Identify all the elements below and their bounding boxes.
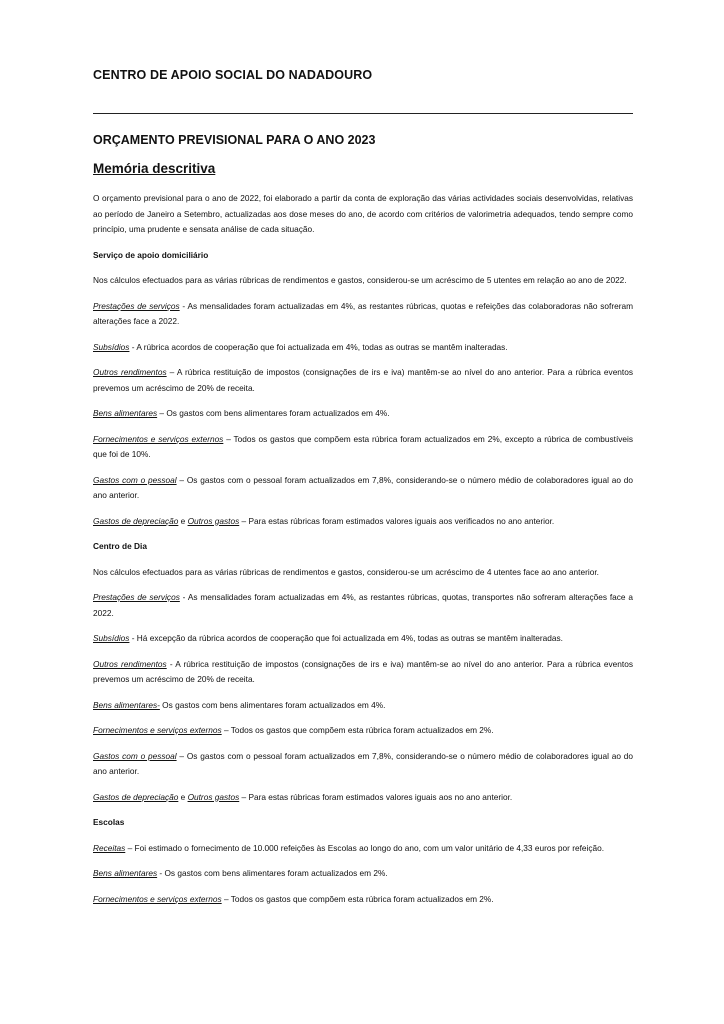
paragraph xyxy=(93,590,633,621)
paragraph-text: – Todos os gastos que compõem esta rúbrica foram actualizados em 2%. xyxy=(221,893,494,904)
section-heading-cd: Centro de Dia xyxy=(93,541,147,551)
term: Bens alimentares xyxy=(93,408,158,418)
paragraph xyxy=(93,473,633,504)
term: Fornecimentos e serviços externos xyxy=(93,433,224,444)
paragraph xyxy=(93,749,633,780)
section-heading-escolas: Escolas xyxy=(93,817,125,827)
paragraph-text: - As mensalidades foram actualizadas em 4%, as restantes rúbricas, quotas, transportes não sofreram alterações face a 2022. xyxy=(93,592,633,618)
header-divider xyxy=(93,113,633,114)
term: Gastos de depreciação xyxy=(93,515,179,526)
term: Fornecimentos e serviços externos xyxy=(93,893,222,904)
term: Prestações de serviços xyxy=(93,592,180,602)
section-subtitle: Memória descritiva xyxy=(93,161,216,176)
paragraph-text: - Há excepção da rúbrica acordos de cooperação que foi actualizada em 4%, todas as outras se mantêm inalteradas. xyxy=(129,633,563,643)
paragraph-text: - A rúbrica restituição de impostos (consignações de irs e iva) mantêm-se ao nível do ano anterior. Para a rúbrica eventos prevemos um acréscimo de 20% de receita. xyxy=(93,658,633,684)
term: Outros gastos xyxy=(187,515,240,526)
paragraph-text: – Todos os gastos que compõem esta rúbrica foram actualizados em 2%, excepto a rúbrica de combustíveis que foi de 10%. xyxy=(93,433,633,459)
paragraph-text: Os gastos com bens alimentares foram actualizados em 4%. xyxy=(159,699,386,710)
term: Outros rendimentos xyxy=(93,367,167,377)
paragraph xyxy=(93,631,633,647)
term: Subsídios xyxy=(93,341,130,352)
paragraph-text: - As mensalidades foram actualizadas em 4%, as restantes rúbricas, quotas e refeições das colaboradoras não sofreram alterações face a 2022. xyxy=(93,300,633,326)
section-heading-sad: Serviço de apoio domiciliário xyxy=(93,249,209,260)
paragraph xyxy=(93,299,633,330)
paragraph-text: - Os gastos com bens alimentares foram actualizados em 2%. xyxy=(157,868,388,878)
paragraph xyxy=(93,723,633,739)
paragraph-text: – Para estas rúbricas foram estimados valores iguais aos verificados no ano anterior. xyxy=(239,515,555,526)
term: Bens alimentares- xyxy=(93,699,160,710)
paragraph xyxy=(93,340,633,356)
paragraph xyxy=(93,790,633,806)
paragraph xyxy=(93,892,633,908)
term: Outros gastos xyxy=(187,791,240,802)
term: Prestações de serviços xyxy=(93,300,180,311)
organization-name: CENTRO DE APOIO SOCIAL DO NADADOURO xyxy=(93,68,373,82)
paragraph xyxy=(93,514,633,530)
term: Receitas xyxy=(93,842,126,853)
document-title: ORÇAMENTO PREVISIONAL PARA O ANO 2023 xyxy=(93,133,376,147)
paragraph-text: – A rúbrica restituição de impostos (consignações de irs e iva) mantêm-se ao nível do ano anterior. Para a rúbrica eventos prevemos um acréscimo de 20% de receita. xyxy=(93,367,633,393)
paragraph xyxy=(93,657,633,688)
paragraph: Nos cálculos efectuados para as várias rúbricas de rendimentos e gastos, considerou-se um acréscimo de 5 utentes em relação ao ano de 2022. xyxy=(93,275,627,285)
term: Outros rendimentos xyxy=(93,658,167,669)
term: Gastos de depreciação xyxy=(93,791,179,802)
paragraph xyxy=(93,698,633,714)
paragraph xyxy=(93,406,633,422)
paragraph-text: – Todos os gastos que compõem esta rúbrica foram actualizados em 2%. xyxy=(221,725,494,735)
intro-paragraph: O orçamento previsional para o ano de 2022, foi elaborado a partir da conta de exploração das várias actividades sociais desenvolvidas, relativas ao período de Janeiro a Setembro, actualizadas aos dose meses do ano, de acordo com critérios de valorimetria adequados, tendo sempre como princípio, uma prudente e sensata análise de cada situação. xyxy=(93,193,633,234)
term: Gastos com o pessoal xyxy=(93,750,177,761)
term: Fornecimentos e serviços externos xyxy=(93,725,222,735)
paragraph-text: – Os gastos com bens alimentares foram actualizados em 4%. xyxy=(157,408,390,418)
paragraph xyxy=(93,841,633,857)
paragraph-text: - A rúbrica acordos de cooperação que foi actualizada em 4%, todas as outras se mantêm inalteradas. xyxy=(129,341,508,352)
paragraph-text: – Os gastos com o pessoal foram actualizados em 7,8%, considerando-se o número médio de colaboradores igual ao do ano anterior. xyxy=(93,750,633,776)
connector-text: e xyxy=(178,515,188,526)
document-body xyxy=(93,191,633,917)
term: Subsídios xyxy=(93,633,130,643)
paragraph xyxy=(93,365,633,396)
paragraph-text: – Os gastos com o pessoal foram actualizados em 7,8%, considerando-se o número médio de colaboradores igual ao do ano anterior. xyxy=(93,474,633,500)
paragraph-text: – Foi estimado o fornecimento de 10.000 refeições às Escolas ao longo do ano, com um valor unitário de 4,33 euros por refeição. xyxy=(125,842,605,853)
paragraph xyxy=(93,866,633,882)
paragraph xyxy=(93,432,633,463)
connector-text: e xyxy=(178,791,188,802)
paragraph-text: – Para estas rúbricas foram estimados valores iguais aos no ano anterior. xyxy=(239,791,513,802)
term: Bens alimentares xyxy=(93,868,158,878)
term: Gastos com o pessoal xyxy=(93,474,177,485)
paragraph: Nos cálculos efectuados para as várias rúbricas de rendimentos e gastos, considerou-se um acréscimo de 4 utentes face ao ano anterior. xyxy=(93,566,599,577)
